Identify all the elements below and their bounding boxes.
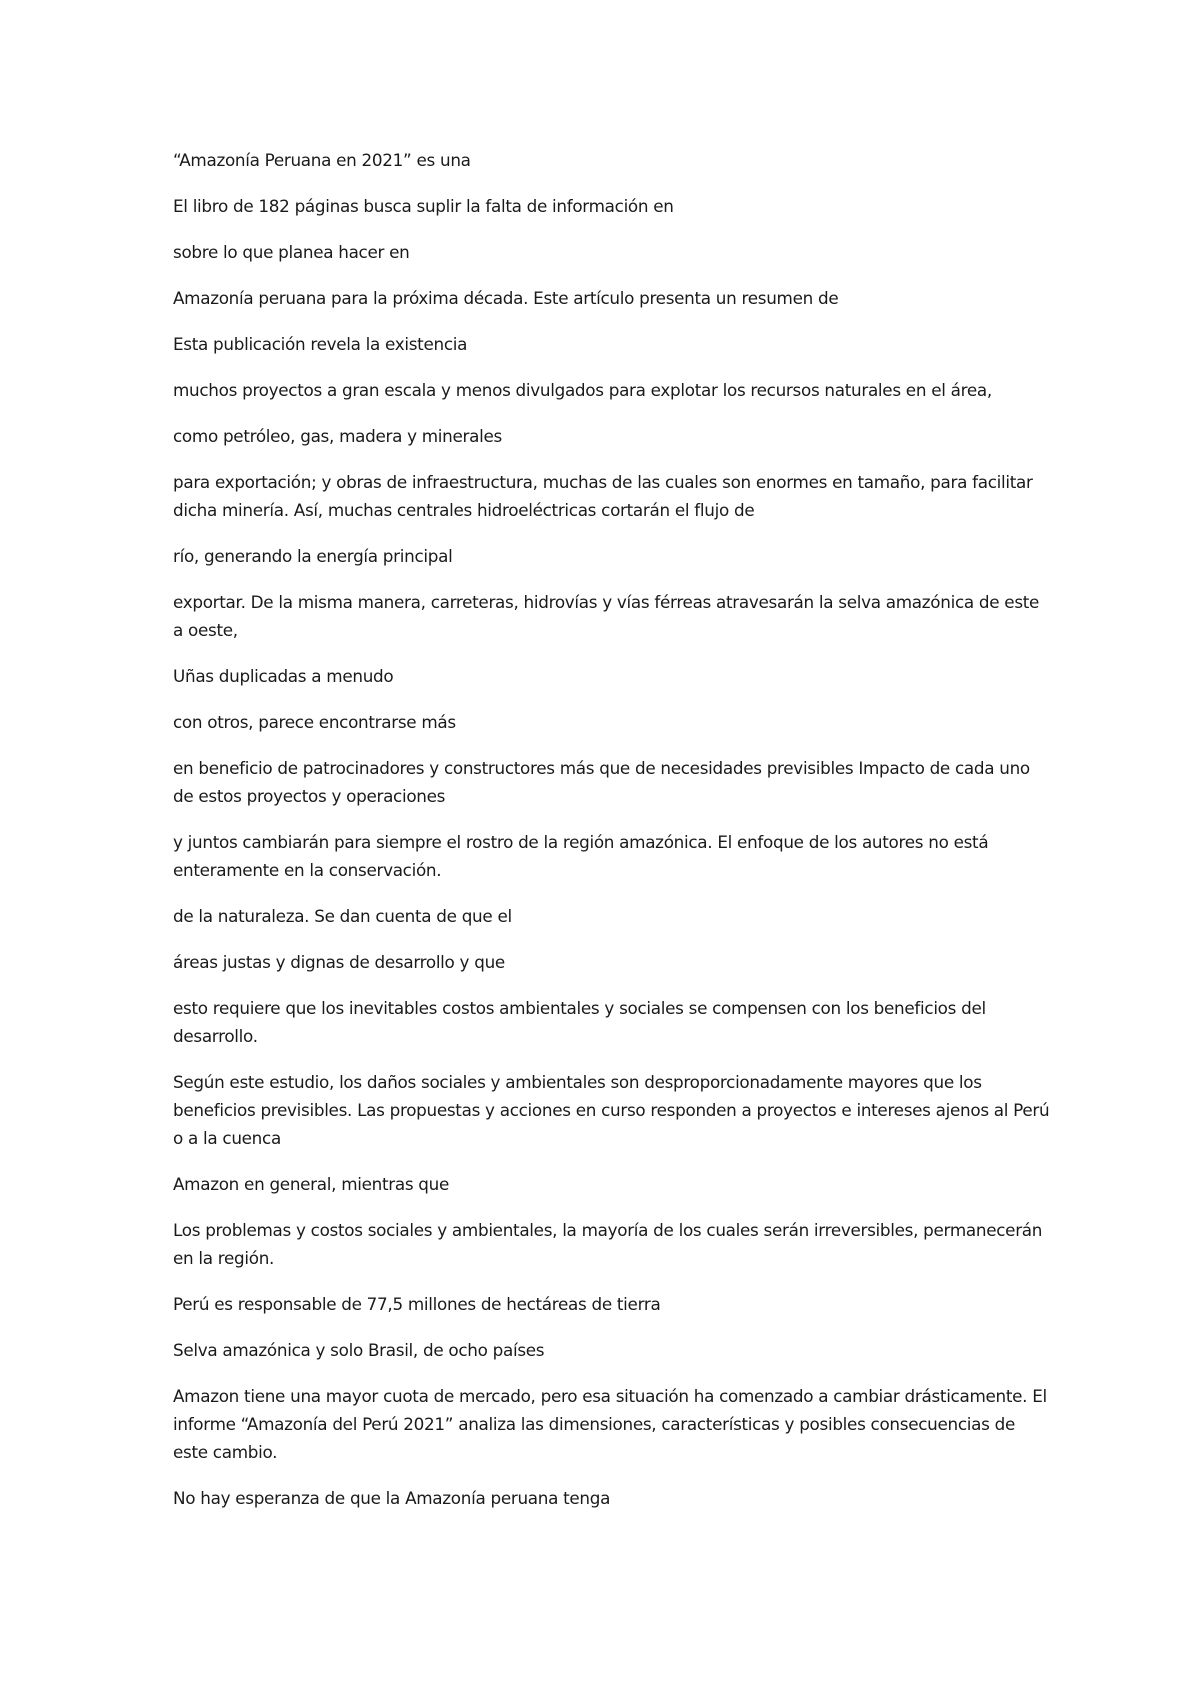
paragraph: Amazonía peruana para la próxima década. Este artículo presenta un resumen de [173,288,839,308]
paragraph: No hay esperanza de que la Amazonía peruana tenga [173,1488,611,1508]
paragraph: para exportación; y obras de infraestructura, muchas de las cuales son enormes en tamaño, para facilitar dicha minería. Así, muchas centrales hidroeléctricas cortarán el flujo de [173,472,1033,520]
document-body [173,146,1053,1530]
paragraph: áreas justas y dignas de desarrollo y que [173,952,505,972]
paragraph: río, generando la energía principal [173,546,453,566]
paragraph: Esta publicación revela la existencia [173,334,468,354]
paragraph: Según este estudio, los daños sociales y ambientales son desproporcionadamente mayores que los beneficios previsibles. Las propuestas y acciones en curso responden a proyectos e intereses ajenos al Perú o a la cuenca [173,1072,1050,1148]
paragraph: y juntos cambiarán para siempre el rostro de la región amazónica. El enfoque de los autores no está enteramente en la conservación. [173,832,989,880]
paragraph: Uñas duplicadas a menudo [173,666,394,686]
paragraph: sobre lo que planea hacer en [173,242,410,262]
paragraph: exportar. De la misma manera, carreteras, hidrovías y vías férreas atravesarán la selva amazónica de este a oeste, [173,592,1040,640]
paragraph: Perú es responsable de 77,5 millones de hectáreas de tierra [173,1294,661,1314]
paragraph: esto requiere que los inevitables costos ambientales y sociales se compensen con los beneficios del desarrollo. [173,998,986,1046]
paragraph: muchos proyectos a gran escala y menos divulgados para explotar los recursos naturales en el área, [173,380,992,400]
paragraph: Amazon tiene una mayor cuota de mercado, pero esa situación ha comenzado a cambiar drásticamente. El informe “Amazonía del Perú 2021” analiza las dimensiones, características y posibles consecuencias de este cambio. [173,1386,1047,1462]
paragraph: Los problemas y costos sociales y ambientales, la mayoría de los cuales serán irreversibles, permanecerán en la región. [173,1220,1043,1268]
paragraph: de la naturaleza. Se dan cuenta de que el [173,906,512,926]
paragraph: El libro de 182 páginas busca suplir la falta de información en [173,196,674,216]
paragraph: en beneficio de patrocinadores y constructores más que de necesidades previsibles Impacto de cada uno de estos proyectos y operaciones [173,758,1030,806]
paragraph: como petróleo, gas, madera y minerales [173,426,502,446]
paragraph: “Amazonía Peruana en 2021” es una [173,150,471,170]
paragraph: Selva amazónica y solo Brasil, de ocho países [173,1340,545,1360]
paragraph: con otros, parece encontrarse más [173,712,456,732]
paragraph: Amazon en general, mientras que [173,1174,450,1194]
